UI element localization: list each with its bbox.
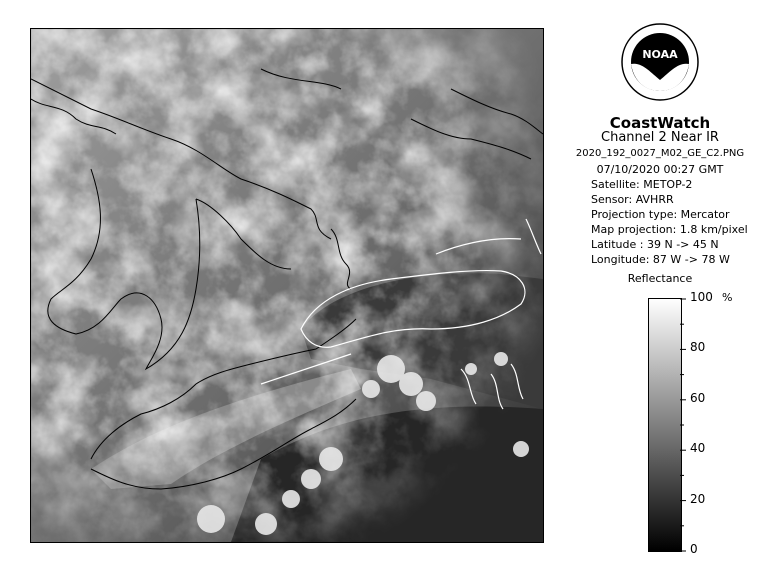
acquisition-datetime: 07/10/2020 00:27 GMT: [596, 163, 724, 176]
colorbar-tick-label: 20: [690, 491, 706, 506]
colorbar-unit: %: [722, 291, 733, 304]
map-projection-label: Map projection: 1.8 km/pixel: [591, 223, 748, 236]
image-filename: 2020_192_0027_M02_GE_C2.PNG: [575, 148, 745, 159]
noaa-logo: [620, 22, 700, 102]
colorbar-tick-label: 100: [690, 290, 713, 304]
colorbar-tick-label: 80: [690, 340, 706, 355]
colorbar-tick-label: 60: [690, 390, 706, 405]
app-title: CoastWatch: [609, 114, 711, 132]
logo-text: NOAA: [642, 48, 678, 61]
projection-type-label: Projection type: Mercator: [591, 208, 730, 221]
satellite-image: [31, 29, 543, 542]
satellite-label: Satellite: METOP-2: [591, 178, 693, 191]
colorbar-tick-label: 0: [690, 542, 698, 556]
reflectance-colorbar: [648, 298, 682, 552]
latitude-label: Latitude : 39 N -> 45 N: [591, 238, 719, 251]
sensor-label: Sensor: AVHRR: [591, 193, 674, 206]
colorbar-axis: [680, 298, 740, 552]
cloud-layer-fine: [31, 29, 543, 542]
colorbar-label: Reflectance: [627, 272, 693, 285]
colorbar-tick-label: 40: [690, 441, 706, 456]
satellite-map: [30, 28, 544, 543]
channel-subtitle: Channel 2 Near IR: [601, 130, 719, 145]
longitude-label: Longitude: 87 W -> 78 W: [591, 253, 730, 266]
